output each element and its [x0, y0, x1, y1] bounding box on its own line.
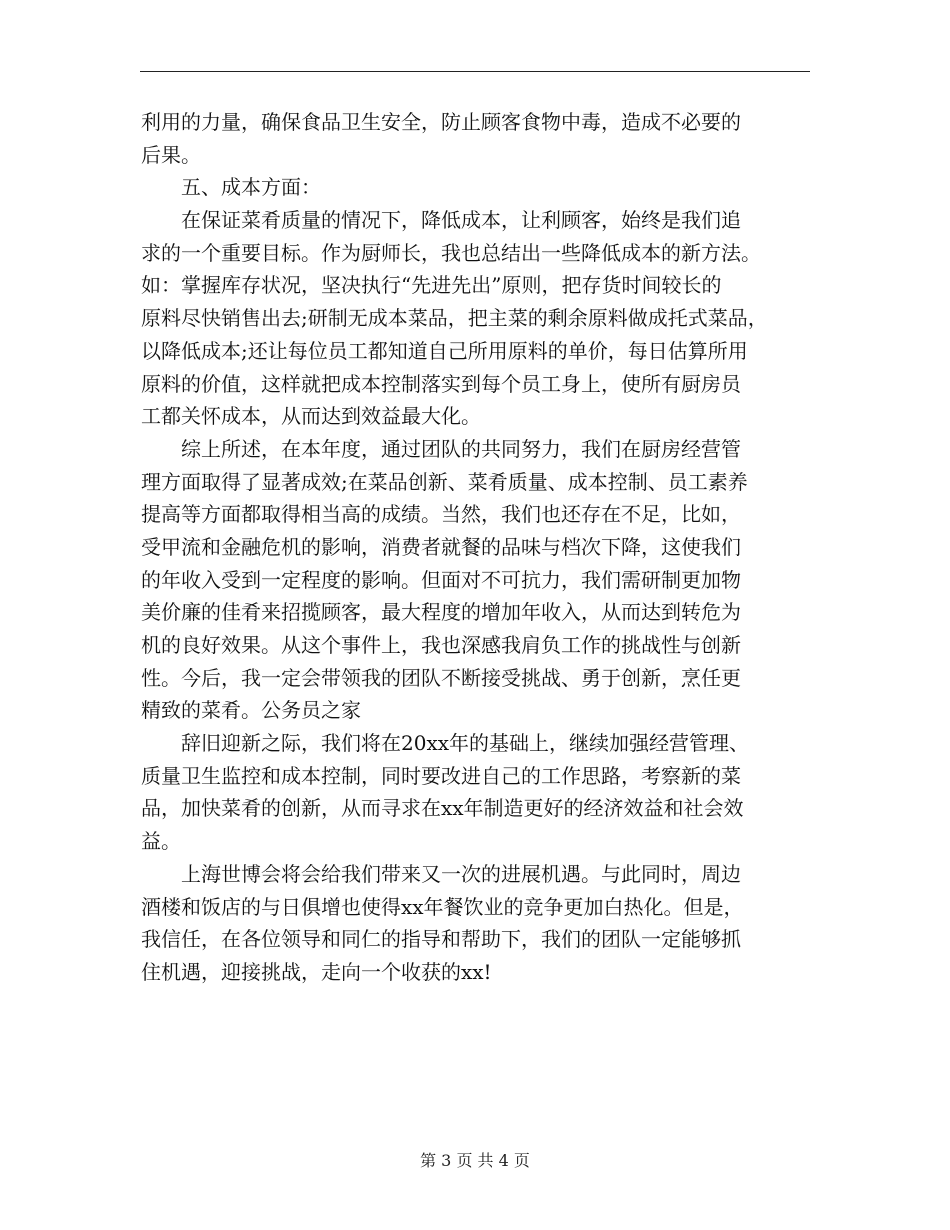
text-line: 益。	[141, 829, 181, 854]
text-line: 利用的力量，确保食品卫生安全，防止顾客食物中毒，造成不必要的	[141, 110, 741, 134]
text-line: 理方面取得了显著成效;在菜品创新、菜肴质量、成本控制、员工素养	[141, 469, 748, 494]
text-line: 酒楼和饭店的与日俱增也使得xx年餐饮业的竞争更加白热化。但是，	[141, 894, 744, 919]
text-line: 机的良好效果。从这个事件上，我也深感我肩负工作的挑战性与创新	[141, 633, 741, 657]
text-line: 美价廉的佳肴来招揽顾客，最大程度的增加年收入，从而达到转危为	[141, 600, 741, 625]
text-line: 原料的价值，这样就把成本控制落实到每个员工身上，使所有厨房员	[141, 371, 741, 396]
text-line: 以降低成本;还让每位员工都知道自己所用原料的单价，每日估算所用	[141, 338, 748, 363]
text-line: 的年收入受到一定程度的影响。但面对不可抗力，我们需研制更加物	[141, 567, 741, 592]
text-line: 性。今后，我一定会带领我的团队不断接受挑战、勇于创新，烹任更	[141, 665, 741, 690]
text-line: 我信任，在各位领导和同仁的指导和帮助下，我们的团队一定能够抓	[141, 927, 741, 952]
text-line: 质量卫生监控和成本控制，同时要改进自己的工作思路，考察新的菜	[141, 763, 741, 788]
paragraph-start: 辞旧迎新之际，我们将在20xx年的基础上，继续加强经营管理、	[181, 731, 750, 756]
text-line: 后果。	[141, 142, 201, 167]
text-line: 原料尽快销售出去;研制无成本菜品，把主菜的剩余原料做成托式菜品，	[141, 306, 768, 331]
text-line: 品，加快菜肴的创新，从而寻求在xx年制造更好的经济效益和社会效	[141, 796, 744, 821]
text-line: 精致的菜肴。公务员之家	[141, 698, 361, 723]
text-line: 如：掌握库存状况，坚决执行“先进先出”原则，把存货时间较长的	[141, 273, 722, 298]
section-heading: 五、成本方面：	[181, 175, 321, 200]
text-line: 提高等方面都取得相当高的成绩。当然，我们也还存在不足，比如，	[141, 502, 741, 527]
paragraph-start: 上海世博会将会给我们带来又一次的进展机遇。与此同时，周边	[181, 861, 741, 886]
text-line: 工都关怀成本，从而达到效益最大化。	[141, 404, 481, 429]
paragraph-start: 在保证菜肴质量的情况下，降低成本，让利顾客，始终是我们追	[181, 208, 741, 233]
header-rule	[140, 71, 810, 72]
paragraph-start: 综上所述，在本年度，通过团队的共同努力，我们在厨房经营管	[181, 436, 741, 461]
page-number: 第 3 页 共 4 页	[420, 1151, 530, 1170]
text-line: 求的一个重要目标。作为厨师长，我也总结出一些降低成本的新方法。	[141, 240, 761, 265]
text-line: 住机遇，迎接挑战，走向一个收获的xx!	[141, 959, 492, 984]
document-body	[141, 106, 816, 989]
text-line: 受甲流和金融危机的影响，消费者就餐的品味与档次下降，这使我们	[141, 534, 741, 559]
